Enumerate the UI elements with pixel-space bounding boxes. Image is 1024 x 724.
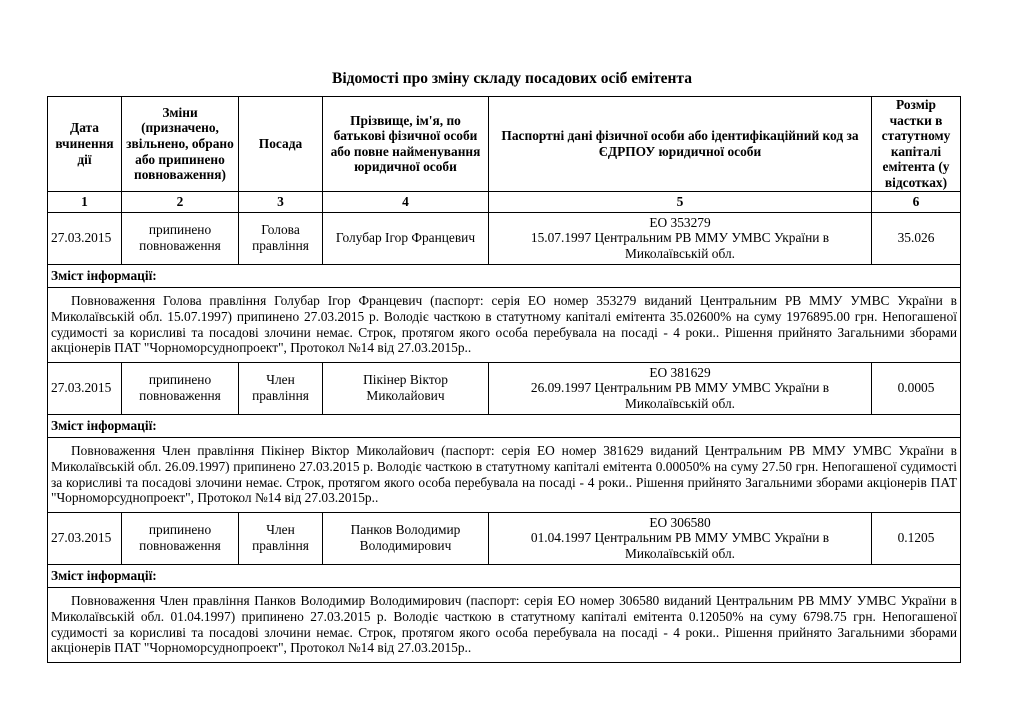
passport-cell <box>489 212 872 264</box>
date-cell: 27.03.2015 <box>48 362 122 414</box>
passport-series: ЕО 353279 <box>649 214 711 230</box>
change-cell: припинено повноваження <box>122 362 239 414</box>
header-share: Розмір частки в статутному капіталі емітента (у відсотках) <box>872 97 961 192</box>
name-cell: Панков Володимир Володимирович <box>323 512 489 564</box>
info-cell <box>48 587 961 662</box>
position-cell: Голова правління <box>239 212 323 264</box>
name-cell: Пікінер Віктор Миколайович <box>323 362 489 414</box>
info-label-row <box>48 414 961 437</box>
info-cell <box>48 437 961 512</box>
table-header-row <box>48 97 961 192</box>
info-row <box>48 587 961 662</box>
position-cell: Член правління <box>239 362 323 414</box>
info-text: Повноваження Член правління Панков Володимир Володимирович (паспорт: серія ЕО номер 306580 виданий Центральним РВ ММУ УМВС України в Миколаївській обл. 01.04.1997) припинено 27.03.2015 р. Володіє часткою в статутному капіталі емітента 0.12050% на суму 6798.75 грн. Непогашеної судимості за корисливі та посадові злочини немає. Строк, протягом якого особа перебувала на посаді - 4 роки.. Рішення прийнято Загальними зборами акціонерів ПАТ "Чорноморсуднопроект", Протокол №14 від 27.03.2015р.. <box>51 593 957 656</box>
passport-series: ЕО 381629 <box>649 364 711 380</box>
officials-change-table <box>47 96 961 663</box>
column-number: 5 <box>489 191 872 212</box>
header-position: Посада <box>239 97 323 192</box>
info-label: Зміст інформації: <box>48 414 961 437</box>
change-cell: припинено повноваження <box>122 212 239 264</box>
passport-issued: 15.07.1997 Центральним РВ ММУ УМВС України в Миколаївській обл. <box>530 230 830 261</box>
info-label-row <box>48 264 961 287</box>
column-number: 1 <box>48 191 122 212</box>
column-number: 2 <box>122 191 239 212</box>
share-cell: 0.1205 <box>872 512 961 564</box>
column-number-row <box>48 191 961 212</box>
document-title: Відомості про зміну складу посадових осіб емітента <box>332 70 692 87</box>
passport-cell <box>489 512 872 564</box>
date-cell: 27.03.2015 <box>48 212 122 264</box>
info-text: Повноваження Член правління Пікінер Віктор Миколайович (паспорт: серія ЕО номер 381629 виданий Центральним РВ ММУ УМВС України в Миколаївській обл. 26.09.1997) припинено 27.03.2015 р. Володіє часткою в статутному капіталі емітента 0.00050% на суму 27.50 грн. Непогашеної судимості за корисливі та посадові злочини немає. Строк, протягом якого особа перебувала на посаді - 4 роки.. Рішення прийнято Загальними зборами акціонерів ПАТ "Чорноморсуднопроект", Протокол №14 від 27.03.2015р.. <box>51 443 957 506</box>
column-number: 6 <box>872 191 961 212</box>
info-label: Зміст інформації: <box>48 264 961 287</box>
info-row <box>48 437 961 512</box>
info-cell <box>48 287 961 362</box>
share-cell: 0.0005 <box>872 362 961 414</box>
share-cell: 35.026 <box>872 212 961 264</box>
info-label: Зміст інформації: <box>48 564 961 587</box>
header-passport: Паспортні дані фізичної особи або ідентифікаційний код за ЄДРПОУ юридичної особи <box>489 97 872 192</box>
column-number: 4 <box>323 191 489 212</box>
passport-issued: 26.09.1997 Центральним РВ ММУ УМВС України в Миколаївській обл. <box>530 380 830 411</box>
name-cell: Голубар Ігор Францевич <box>323 212 489 264</box>
passport-cell <box>489 362 872 414</box>
passport-issued: 01.04.1997 Центральним РВ ММУ УМВС України в Миколаївській обл. <box>530 530 830 561</box>
header-name: Прізвище, ім'я, по батькові фізичної особи або повне найменування юридичної особи <box>323 97 489 192</box>
header-date: Дата вчинення дії <box>48 97 122 192</box>
info-text: Повноваження Голова правління Голубар Ігор Францевич (паспорт: серія ЕО номер 353279 виданий Центральним РВ ММУ УМВС України в Миколаївській обл. 15.07.1997) припинено 27.03.2015 р. Володіє часткою в статутному капіталі емітента 35.02600% на суму 1976895.00 грн. Непогашеної судимості за корисливі та посадові злочини немає. Строк, протягом якого особа перебувала на посаді - 4 роки.. Рішення прийнято Загальними зборами акціонерів ПАТ "Чорноморсуднопроект", Протокол №14 від 27.03.2015р.. <box>51 293 957 356</box>
table-row <box>48 362 961 414</box>
change-cell: припинено повноваження <box>122 512 239 564</box>
table-row <box>48 512 961 564</box>
passport-series: ЕО 306580 <box>649 514 711 530</box>
info-row <box>48 287 961 362</box>
position-cell: Член правління <box>239 512 323 564</box>
column-number: 3 <box>239 191 323 212</box>
header-change: Зміни (призначено, звільнено, обрано або припинено повноваження) <box>122 97 239 192</box>
date-cell: 27.03.2015 <box>48 512 122 564</box>
table-row <box>48 212 961 264</box>
info-label-row <box>48 564 961 587</box>
